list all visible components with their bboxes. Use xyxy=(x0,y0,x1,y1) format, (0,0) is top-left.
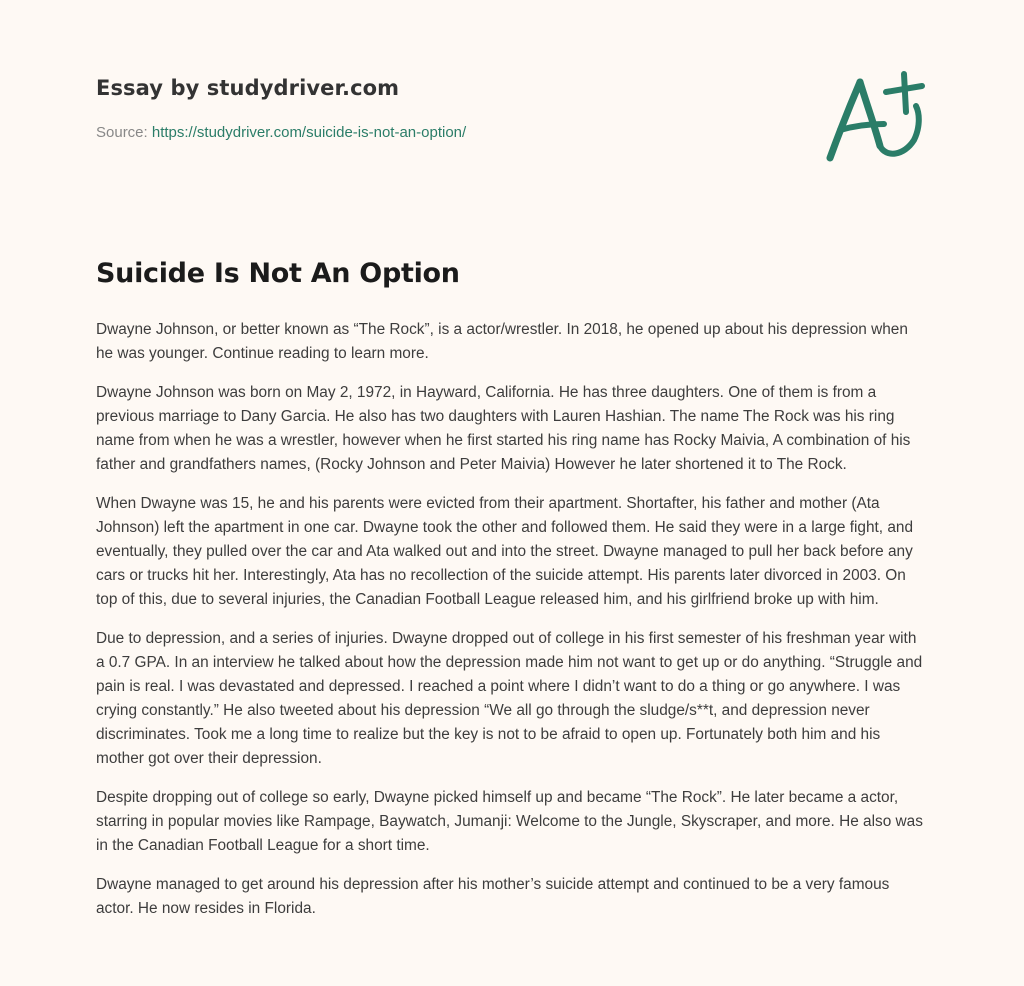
essay-paragraph: Dwayne managed to get around his depression after his mother’s suicide attempt and continued to be a very famous actor. He now resides in Florida. xyxy=(96,876,890,917)
source-line xyxy=(96,124,466,141)
source-label: Source: xyxy=(96,124,152,141)
a-plus-grade-icon xyxy=(824,68,928,164)
essay-paragraph: Due to depression, and a series of injuries. Dwayne dropped out of college in his first semester of his freshman year with a 0.7 GPA. In an interview he talked about how the depression made him not want to get up or do anything. “Struggle and pain is real. I was devastated and depressed. I reached a point where I didn’t want to do a thing or go anywhere. I was crying constantly.” He also tweeted about his depression “We all go through the sludge/s**t, and depression never discriminates. Took me a long time to realize but the key is not to be afraid to open up. Fortunately both him and his mother got over their depression. xyxy=(96,630,923,767)
essay-paragraph: Despite dropping out of college so early, Dwayne picked himself up and became “The Rock”. He later became a actor, starring in popular movies like Rampage, Baywatch, Jumanji: Welcome to the Jungle, Skyscraper, and more. He also was in the Canadian Football League for a short time. xyxy=(96,789,923,854)
essay-paragraph: When Dwayne was 15, he and his parents were evicted from their apartment. Shortafter, his father and mother (Ata Johnson) left the apartment in one car. Dwayne took the other and followed them. He said they were in a large fight, and eventually, they pulled over the car and Ata walked out and into the street. Dwayne managed to pull her back before any cars or trucks hit her. Interestingly, Ata has no recollection of the suicide attempt. His parents later divorced in 2003. On top of this, due to several injuries, the Canadian Football League released him, and his girlfriend broke up with him. xyxy=(96,495,914,608)
source-link[interactable]: https://studydriver.com/suicide-is-not-an-option/ xyxy=(151,124,467,141)
essay-article xyxy=(96,252,928,936)
essay-paragraph: Dwayne Johnson was born on May 2, 1972, in Hayward, California. He has three daughters. One of them is from a previous marriage to Dany Garcia. He also has two daughters with Lauren Hashian. The name The Rock was his ring name from when he was a wrestler, however when he first started his ring name has Rocky Maivia, A combination of his father and grandfathers names, (Rocky Johnson and Peter Maivia) However he later shortened it to The Rock. xyxy=(96,384,911,473)
site-title: Essay by studydriver.com xyxy=(96,76,400,100)
essay-title: Suicide Is Not An Option xyxy=(96,258,460,289)
page-header xyxy=(96,0,928,200)
essay-paragraph: Dwayne Johnson, or better known as “The Rock”, is a actor/wrestler. In 2018, he opened up about his depression when he was younger. Continue reading to learn more. xyxy=(96,321,908,362)
